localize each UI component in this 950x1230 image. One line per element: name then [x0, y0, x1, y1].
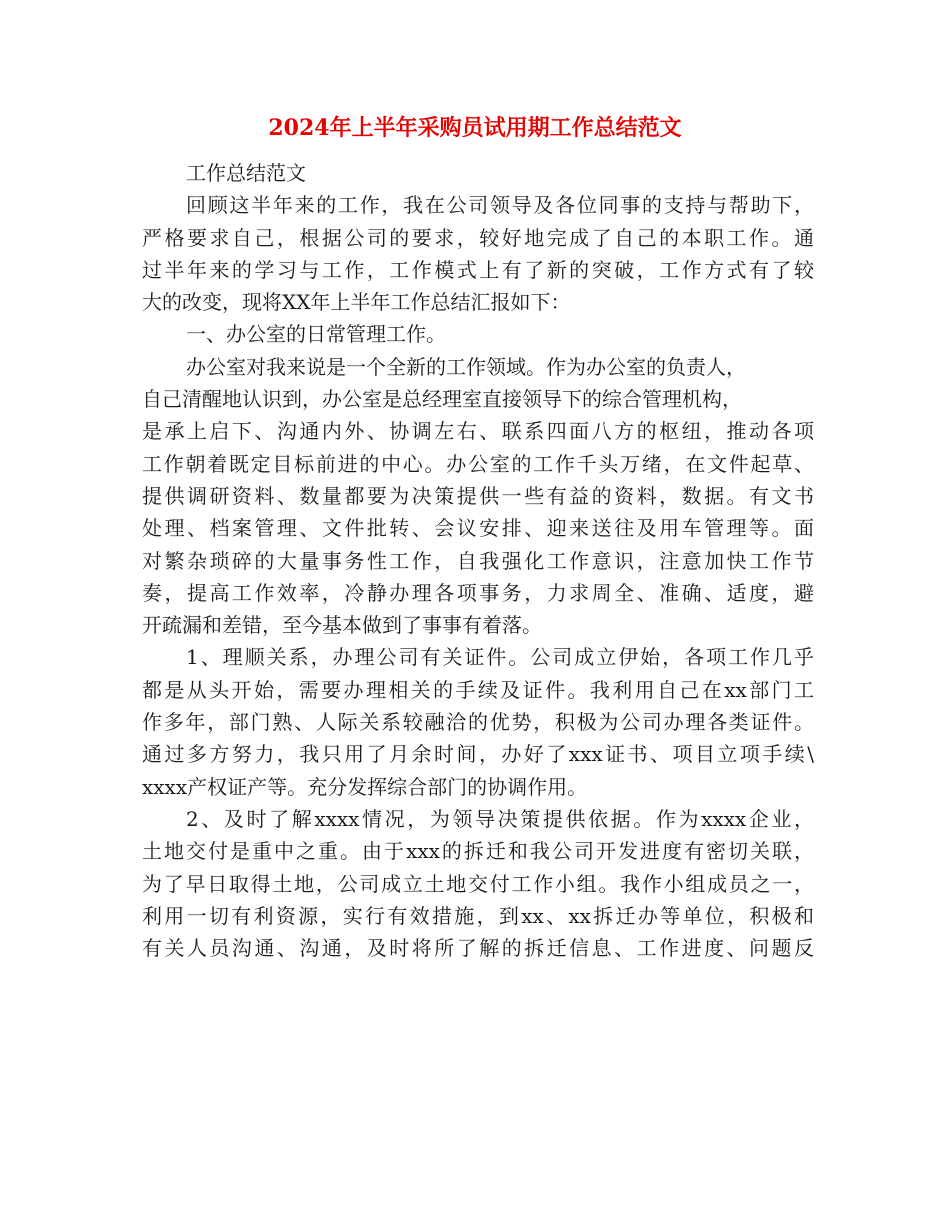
body-line: 过半年来的学习与工作，工作模式上有了新的突破，工作方式有了较 — [142, 257, 814, 282]
body-line: 作多年，部门熟、人际关系较融洽的优势，积极为公司办理各类证件。 — [142, 710, 814, 735]
body-line: 开疏漏和差错，至今基本做到了事事有着落。 — [142, 613, 542, 638]
body-line: 有关人员沟通、沟通，及时将所了解的拆迁信息、工作进度、问题反 — [142, 936, 814, 961]
body-line: 土地交付是重中之重。由于xxx的拆迁和我公司开发进度有密切关联， — [142, 839, 814, 864]
body-line: 回顾这半年来的工作，我在公司领导及各位同事的支持与帮助下， — [186, 193, 814, 218]
body-line: 工作总结范文 — [186, 161, 306, 185]
body-line: 2、及时了解xxxx情况，为领导决策提供依据。作为xxxx企业， — [186, 806, 814, 831]
body-line: 自己清醒地认识到，办公室是总经理室直接领导下的综合管理机构， — [142, 387, 742, 412]
body-line: 对繁杂琐碎的大量事务性工作，自我强化工作意识，注意加快工作节 — [142, 548, 814, 573]
body-line: 通过多方努力，我只用了月余时间，办好了xxx证书、项目立项手续\ — [142, 742, 814, 767]
body-line: 大的改变，现将XX年上半年工作总结汇报如下： — [142, 290, 571, 315]
body-line: 严格要求自己，根据公司的要求，较好地完成了自己的本职工作。通 — [142, 225, 814, 250]
document-title: 2024年上半年采购员试用期工作总结范文 — [268, 115, 682, 141]
body-line: 1、理顺关系，办理公司有关证件。公司成立伊始，各项工作几乎 — [186, 645, 814, 670]
body-line: 提供调研资料、数量都要为决策提供一些有益的资料，数据。有文书 — [142, 483, 814, 508]
body-line: 处理、档案管理、文件批转、会议安排、迎来送往及用车管理等。面 — [142, 516, 814, 541]
body-line: 工作朝着既定目标前进的中心。办公室的工作千头万绪，在文件起草、 — [142, 451, 814, 476]
body-line: 一、办公室的日常管理工作。 — [186, 322, 446, 347]
body-line: 为了早日取得土地，公司成立土地交付工作小组。我作小组成员之一， — [142, 871, 814, 896]
body-line: 利用一切有利资源，实行有效措施，到xx、xx拆迁办等单位，积极和 — [142, 903, 814, 928]
body-line: 奏，提高工作效率，冷静办理各项事务，力求周全、准确、适度，避 — [142, 580, 814, 605]
body-line: xxxx产权证产等。充分发挥综合部门的协调作用。 — [142, 774, 588, 799]
body-line: 都是从头开始，需要办理相关的手续及证件。我利用自己在xx部门工 — [142, 677, 814, 702]
body-line: 是承上启下、沟通内外、协调左右、联系四面八方的枢纽，推动各项 — [142, 419, 814, 444]
body-line: 办公室对我来说是一个全新的工作领域。作为办公室的负责人， — [186, 354, 746, 379]
document-body — [142, 157, 814, 964]
